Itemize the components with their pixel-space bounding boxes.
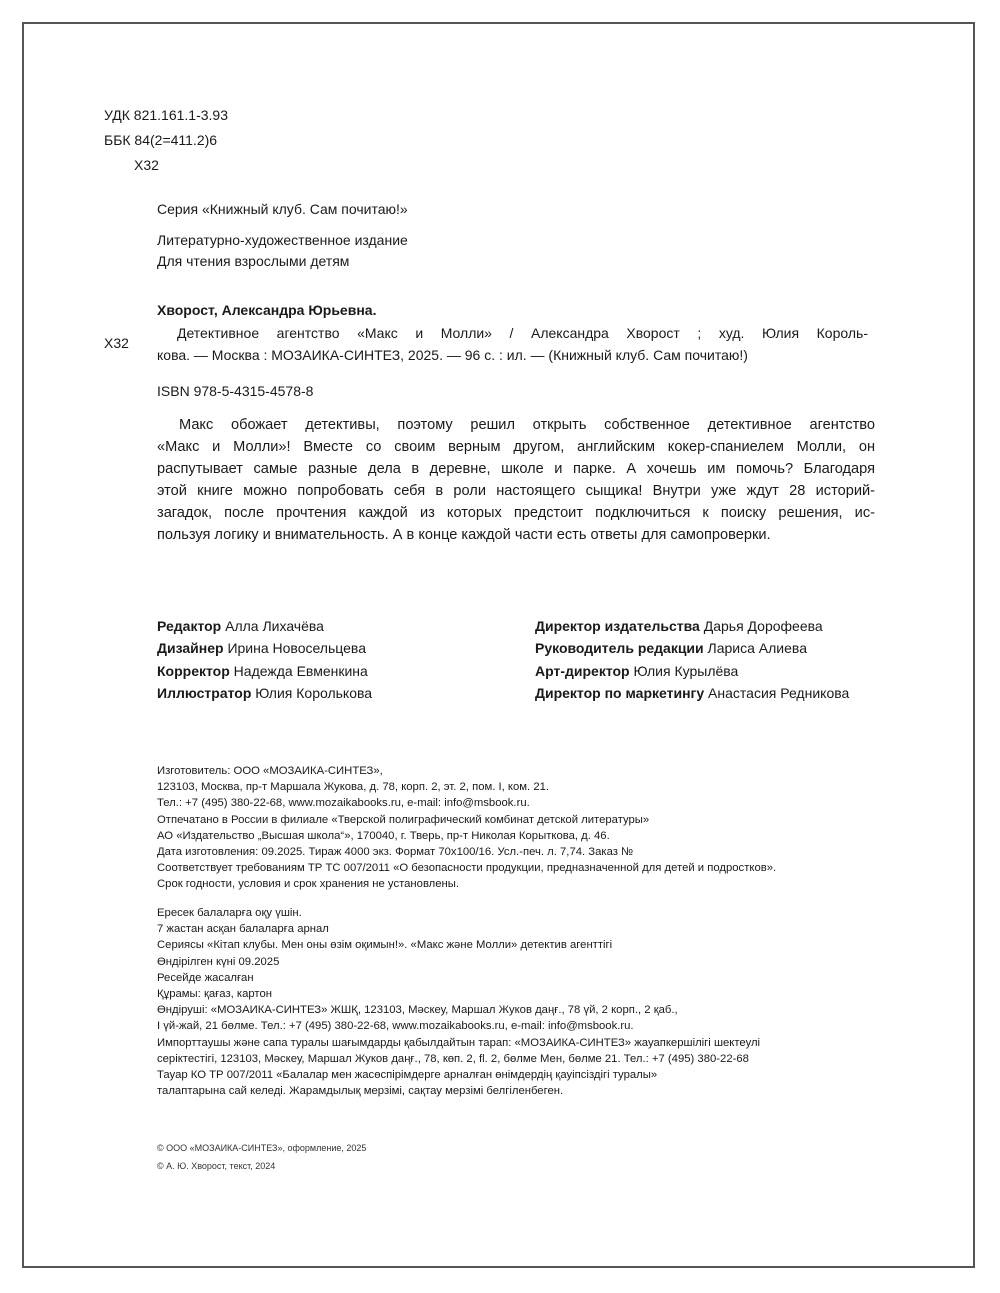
edition-type: Литературно-художественное издание — [157, 232, 408, 248]
imprint-line: Соответствует требованиям ТР ТС 007/2011 «О безопасности продукции, предназначенной для детей и подростков». — [157, 862, 777, 875]
annotation-line: Макс обожает детективы, поэтому решил открыть собственное детективное агентство — [179, 417, 875, 433]
credits-right — [535, 615, 849, 704]
credit-item: Арт-директор Юлия Курылёва — [535, 662, 739, 679]
imprint-line: серіктестігі, 123103, Мәскеу, Маршал Жуков даңғ., 78, көп. 2, fl. 2, бөлме Мен, бөлме 21. Тел.: +7 (495) 380-22-68 — [157, 1052, 749, 1065]
bib-line: кова. — Москва : МОЗАИКА-СИНТЕЗ, 2025. — 96 с. : ил. — (Книжный клуб. Сам почитаю!) — [157, 347, 748, 363]
imprint-line: Изготовитель: ООО «МОЗАИКА-СИНТЕЗ», — [157, 765, 383, 777]
credit-item: Директор издательства Дарья Дорофеева — [535, 618, 823, 634]
credit-item: Редактор Алла Лихачёва — [157, 618, 324, 634]
imprint-line: Ресейде жасалған — [157, 971, 254, 984]
imprint-line: 7 жастан асқан балаларға арнал — [157, 923, 329, 936]
copyrights — [157, 1139, 366, 1175]
imprint-line: Тауар КО ТР 007/2011 «Балалар мен жасөспірімдерге арналған өнімдердің қауіпсіздігі туралы» — [157, 1069, 658, 1082]
imprint-line: Құрамы: қағаз, картон — [157, 988, 272, 1001]
imprint-russian — [157, 763, 776, 893]
imprint-line: АО «Издательство „Высшая школа“», 170040, г. Тверь, пр-т Николая Корыткова, д. 46. — [157, 829, 610, 842]
credit-item: Директор по маркетингу Анастасия Редникова — [535, 684, 850, 701]
imprint-line: Отпечатано в России в филиале «Тверской полиграфический комбинат детской литературы» — [157, 813, 650, 826]
imprint-line: Өндірілген күні 09.2025 — [157, 955, 280, 968]
imprint-line: Өндіруші: «МОЗАИКА-СИНТЕЗ» ЖШҚ, 123103, Мәскеу, Маршал Жуков даңғ., 78 үй, 2 корп., 2 қаб., — [157, 1004, 678, 1017]
annotation-line: «Макс и Молли»! Вместе со своим верным другом, английским кокер-спаниелем Молли, он — [157, 439, 875, 455]
imprint-line: I үй-жай, 21 бөлме. Тел.: +7 (495) 380-22-68, www.mozaikabooks.ru, e-mail: info@msbook.ru. — [157, 1020, 634, 1033]
author-sign-2: Х32 — [104, 335, 129, 351]
credit-item: Иллюстратор Юлия Королькова — [157, 684, 373, 701]
imprint-line: 123103, Москва, пр-т Маршала Жукова, д. 78, корп. 2, эт. 2, пом. I, ком. 21. — [157, 781, 550, 794]
audience: Для чтения взрослыми детям — [157, 253, 350, 269]
isbn: ISBN 978-5-4315-4578-8 — [157, 383, 314, 399]
imprint-line: Дата изготовления: 09.2025. Тираж 4000 экз. Формат 70x100/16. Усл.-печ. л. 7,74. Заказ № — [157, 846, 634, 859]
credit-item: Руководитель редакции Лариса Алиева — [535, 640, 807, 657]
imprint-line: талаптарына сай келеді. Жарамдылық мерзімі, сақтау мерзімі белгіленбеген. — [157, 1085, 564, 1098]
author-sign: Х32 — [134, 157, 159, 173]
udk-code: УДК 821.161.1-3.93 — [104, 107, 228, 123]
credit-item: Корректор Надежда Евменкина — [157, 662, 368, 679]
annotation-line: этой книге можно попробовать себя в роли настоящего сыщика! Внутри уже ждут 28 историй- — [157, 483, 875, 499]
credit-item: Дизайнер Ирина Новосельцева — [157, 640, 366, 657]
imprint-line: Тел.: +7 (495) 380-22-68, www.mozaikabooks.ru, e-mail: info@msbook.ru. — [157, 797, 530, 810]
imprint-line: Ересек балаларға оқу үшін. — [157, 907, 302, 919]
series-title: Серия «Книжный клуб. Сам почитаю!» — [157, 201, 408, 217]
annotation — [157, 414, 875, 546]
imprint-line: Срок годности, условия и срок хранения не установлены. — [157, 878, 460, 891]
copyright-line: © А. Ю. Хворост, текст, 2024 — [157, 1161, 276, 1171]
copyright-line: © ООО «МОЗАИКА-СИНТЕЗ», оформление, 2025 — [157, 1143, 367, 1153]
bib-line: Детективное агентство «Макс и Молли» / Александра Хворост ; худ. Юлия Король- — [177, 325, 868, 341]
author-heading: Хворост, Александра Юрьевна. — [157, 302, 377, 318]
bibliographic-record — [157, 322, 868, 366]
credits-left — [157, 615, 372, 704]
bbk-code: ББК 84(2=411.2)6 — [104, 132, 218, 148]
imprint-kazakh — [157, 905, 760, 1099]
annotation-line: распутывает самые разные дела в деревне, школе и парке. А хочешь им помочь? Благодаря — [157, 461, 875, 477]
annotation-line: пользуя логику и внимательность. А в конце каждой части есть ответы для самопроверки. — [157, 527, 771, 543]
imprint-line: Импорттаушы және сапа туралы шағымдарды қабылдайтын тарап: «МОЗАИКА-СИНТЕЗ» жауапкершілігі шектеулі — [157, 1036, 761, 1049]
annotation-line: загадок, после прочтения каждой из которых предстоит подключиться к поиску решения, ис- — [157, 505, 875, 521]
imprint-line: Сериясы «Кітап клубы. Мен оны өзім оқимын!». «Макс және Молли» детектив агенттігі — [157, 939, 613, 952]
